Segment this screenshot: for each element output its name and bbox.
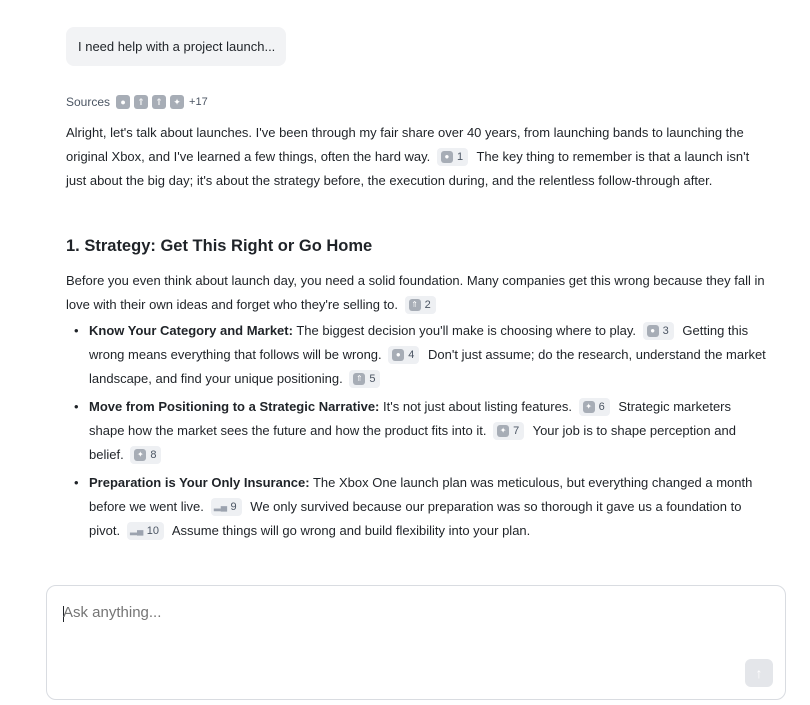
strategy-paragraph bbox=[66, 269, 766, 317]
intro-text-1: Alright, let's talk about launches. I've been through my fair share over 40 years, from launching bands to launching the original Xbox, and I've learned a few things, often the hard way. bbox=[66, 125, 744, 164]
citation-chip[interactable] bbox=[493, 422, 524, 440]
bar-chart-icon: ▂▄ bbox=[213, 501, 228, 512]
pdf-icon: ⇑ bbox=[353, 373, 365, 385]
citation-number: 10 bbox=[146, 524, 159, 537]
bullet-text: Getting this wrong means everything that follows will be wrong. bbox=[89, 323, 749, 362]
bullet-text: It's not just about listing features. bbox=[383, 399, 572, 414]
citation-chip[interactable] bbox=[211, 498, 242, 516]
strategy-bullet-list bbox=[66, 319, 766, 543]
sources-row[interactable] bbox=[66, 93, 208, 111]
pdf-icon[interactable]: ⇑ bbox=[134, 95, 148, 109]
sources-more-count[interactable]: +17 bbox=[189, 96, 208, 108]
paragraph-text: Before you even think about launch day, you need a solid foundation. Many companies get this wrong because they fall in love with their own ideas and forget who they're selling to. bbox=[66, 273, 765, 312]
bullet-title: Preparation is Your Only Insurance: bbox=[89, 475, 310, 490]
citation-chip[interactable] bbox=[405, 296, 436, 314]
citation-number: 1 bbox=[456, 150, 464, 163]
bullet-title: Know Your Category and Market: bbox=[89, 323, 293, 338]
section-heading: 1. Strategy: Get This Right or Go Home bbox=[66, 237, 373, 255]
bullet-text: The Xbox One launch plan was meticulous, but everything changed a month before we went live. bbox=[89, 475, 753, 514]
chat-input[interactable] bbox=[63, 604, 663, 621]
citation-chip[interactable] bbox=[388, 346, 419, 364]
bullet-text: Strategic marketers shape how the market sees the future and how the product fits into it. bbox=[89, 399, 732, 438]
citation-chip[interactable] bbox=[349, 370, 380, 388]
citation-number: 3 bbox=[662, 324, 669, 337]
citation-number: 8 bbox=[150, 448, 157, 461]
list-item bbox=[66, 471, 766, 543]
answer-intro bbox=[66, 121, 766, 193]
web-icon: ✦ bbox=[583, 401, 595, 413]
assistant-answer bbox=[66, 121, 766, 547]
podcast-icon: ● bbox=[441, 151, 453, 163]
intro-text-2: The key thing to remember is that a launch isn't just about the big day; it's about the strategy before, the execution during, and the relentless follow-through after. bbox=[66, 149, 750, 188]
citation-chip[interactable] bbox=[130, 446, 161, 464]
pdf-icon: ⇑ bbox=[409, 299, 421, 311]
user-message-bubble: I need help with a project launch... bbox=[66, 27, 286, 66]
arrow-up-icon: ↑ bbox=[755, 665, 763, 681]
web-icon[interactable]: ✦ bbox=[170, 95, 184, 109]
bullet-text: The biggest decision you'll make is choosing where to play. bbox=[296, 323, 637, 338]
web-icon: ✦ bbox=[134, 449, 146, 461]
bullet-text: Don't just assume; do the research, understand the market landscape, and find your unique positioning. bbox=[89, 347, 766, 386]
list-item bbox=[66, 319, 766, 391]
bullet-text: Your job is to shape perception and belief. bbox=[89, 423, 736, 462]
chat-composer[interactable] bbox=[46, 585, 786, 700]
podcast-icon[interactable]: ● bbox=[116, 95, 130, 109]
citation-number: 9 bbox=[230, 500, 237, 513]
citation-number: 2 bbox=[424, 298, 431, 311]
bullet-text: We only survived because our preparation was so thorough it gave us a foundation to pivot. bbox=[89, 499, 742, 538]
bullet-text: Assume things will go wrong and build flexibility into your plan. bbox=[171, 523, 531, 538]
citation-chip[interactable] bbox=[579, 398, 610, 416]
citation-number: 5 bbox=[369, 372, 376, 385]
citation-chip[interactable] bbox=[643, 322, 674, 340]
send-button[interactable] bbox=[745, 659, 773, 687]
bullet-title: Move from Positioning to a Strategic Narrative: bbox=[89, 399, 380, 414]
citation-number: 4 bbox=[408, 348, 415, 361]
list-item bbox=[66, 395, 766, 467]
citation-chip[interactable] bbox=[437, 148, 468, 166]
bar-chart-icon: ▂▄ bbox=[130, 525, 144, 536]
sources-label[interactable]: Sources bbox=[66, 95, 111, 109]
podcast-icon: ● bbox=[392, 349, 404, 361]
podcast-icon: ● bbox=[647, 325, 659, 337]
citation-number: 7 bbox=[513, 424, 520, 437]
citation-chip[interactable] bbox=[127, 522, 164, 540]
pdf-icon[interactable]: ⇑ bbox=[152, 95, 166, 109]
citation-number: 6 bbox=[598, 400, 605, 413]
web-icon: ✦ bbox=[497, 425, 509, 437]
